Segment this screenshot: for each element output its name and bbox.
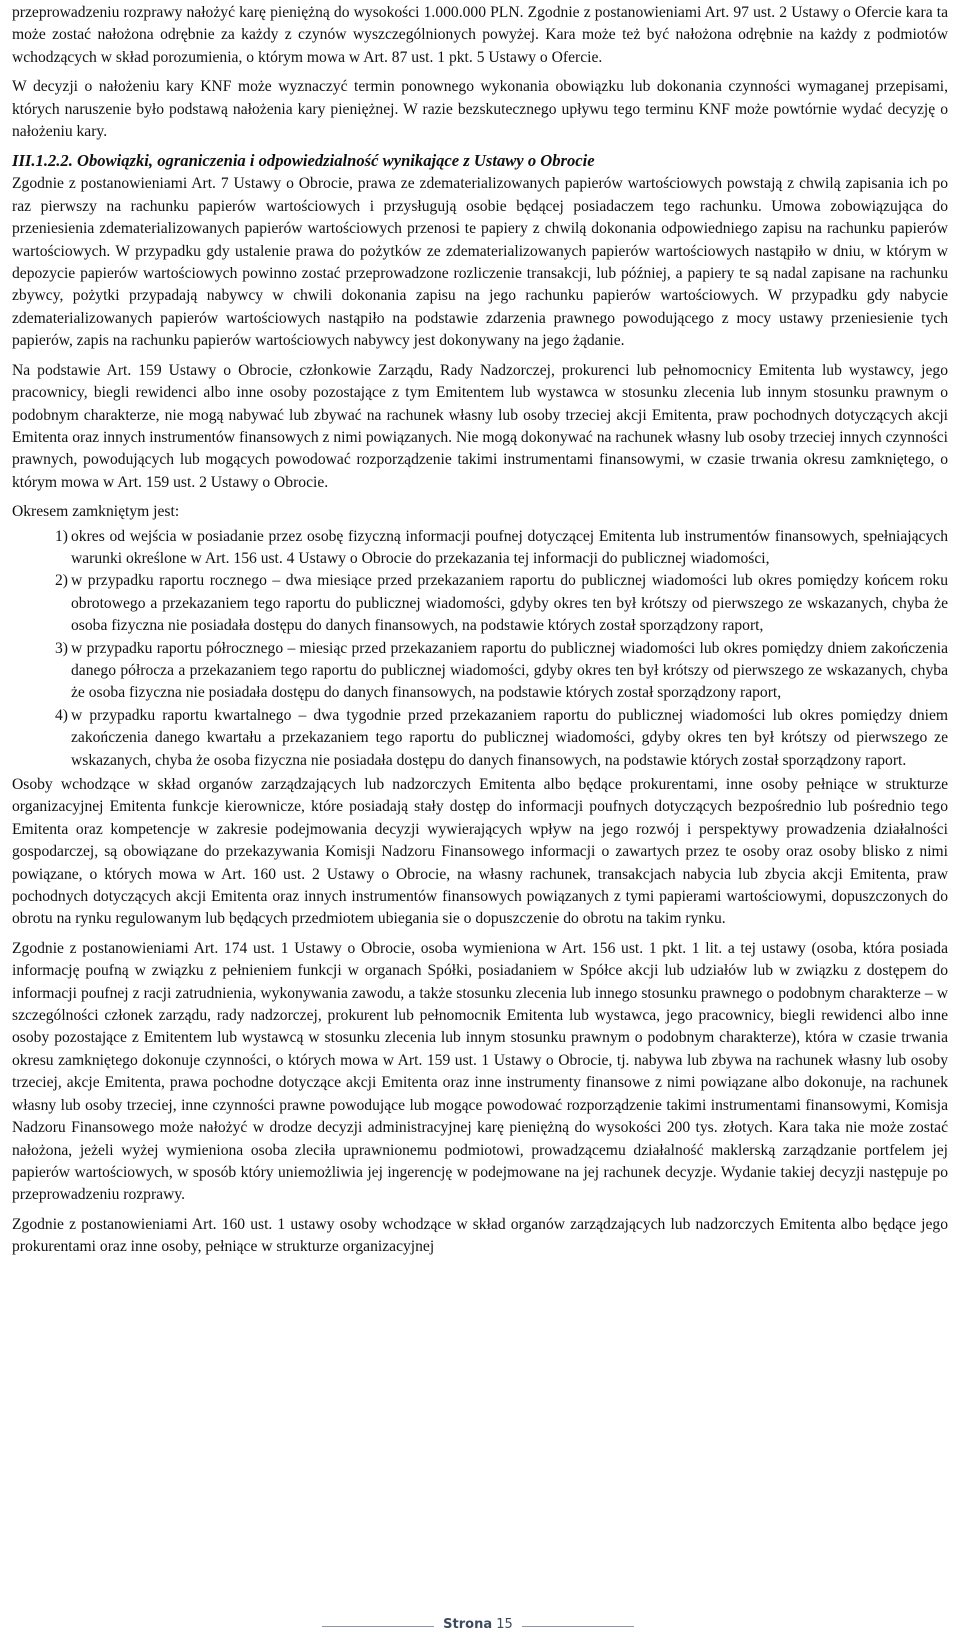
- list-item-text: okres od wejścia w posiadanie przez osobę fizyczną informacji poufnej dotyczącej Emitenta lub instrumentów finansowych, spełniających warunki określone w Art. 156 ust. 4 Ustawy o Obrocie do przekazania tej informacji do publicznej wiadomości,: [71, 527, 948, 567]
- list-item-number: 1): [55, 527, 68, 545]
- paragraph: Zgodnie z postanowieniami Art. 174 ust. 1 Ustawy o Obrocie, osoba wymieniona w Art. 156 ust. 1 pkt. 1 lit. a tej ustawy (osoba, która posiada informację poufną w związku z pełnieniem funkcji w organach Spółki, posiadaniem w Spółce akcji lub udziałów lub w związku z dostępem do informacji poufnej z racji zatrudnienia, wykonywania zawodu, a także stosunku zlecenia lub innego stosunku prawnego o podobnym charakterze – w szczególności członek zarządu, rady nadzorczej, prokurent lub pełnomocnik Emitenta lub wystawca, jego pracownicy, biegli rewidenci albo inne osoby pozostające z Emitentem lub wystawcą w stosunku zlecenia lub innym stosunku prawnym o podobnym charakterze), która w czasie trwania okresu zamkniętego dokonuje czynności, o których mowa w Art. 159 ust. 1 Ustawy o Obrocie, tj. nabywa lub zbywa na rachunek własny lub osoby trzeciej, akcje Emitenta, prawa pochodne dotyczące akcji Emitenta oraz inne instrumenty finansowe z nimi powiązane albo dokonuje, na rachunek własny lub osoby trzeciej, inne czynności prawne powodujące lub mogące powodować rozporządzenie takimi instrumentami finansowymi, Komisja Nadzoru Finansowego może nałożyć w drodze decyzji administracyjnej karę pieniężną do wysokości 200 tys. złotych. Kara taka nie może zostać nałożona, jeżeli wyżej wymieniona osoba zleciła uprawnionemu podmiotowi, prowadzącemu działalność maklerską zarządzanie portfelem jej papierów wartościowych, w sposób który uniemożliwia jej ingerencję w podejmowane na jej rachunek decyzje. Wydanie takiej decyzji następuje po przeprowadzeniu rozprawy.: [12, 939, 948, 1204]
- paragraph: Zgodnie z postanowieniami Art. 160 ust. 1 ustawy osoby wchodzące w skład organów zarządzających lub nadzorczych Emitenta albo będące jego prokurentami oraz inne osoby, pełniące w strukturze organizacyjnej: [12, 1215, 948, 1256]
- list-item-number: 3): [55, 639, 68, 657]
- list-item: [12, 526, 948, 571]
- paragraph: W decyzji o nałożeniu kary KNF może wyznaczyć termin ponownego wykonania obowiązku lub dokonania czynności wymaganej przepisami, których naruszenie było podstawą nałożenia kary pieniężnej. W razie bezskutecznego upływu tego terminu KNF może powtórnie wydać decyzję o nałożeniu kary.: [12, 78, 948, 141]
- list-item-text: w przypadku raportu rocznego – dwa miesiące przed przekazaniem raportu do publicznej wiadomości lub okres pomiędzy końcem roku obrotowego a przekazaniem tego raportu do publicznej wiadomości, gdyby okres ten był krótszy od pierwszego ze wskazanych, chyba że osoba fizyczna nie posiadała dostępu do danych finansowych, na podstawie których został sporządzony raport,: [71, 572, 948, 635]
- list-item-text: w przypadku raportu kwartalnego – dwa tygodnie przed przekazaniem raportu do publicznej wiadomości lub okres pomiędzy dniem zakończenia danego kwartału a przekazaniem tego raportu do publicznej wiadomości, gdyby okres ten był krótszy od pierwszego ze wskazanych, chyba że osoba fizyczna nie posiadała dostępu do danych finansowych, na podstawie których został sporządzony raport.: [71, 706, 948, 769]
- footer-rule-left: [322, 1626, 434, 1627]
- page-label: Strona: [443, 1617, 493, 1632]
- list-item-number: 4): [55, 706, 68, 724]
- paragraph: Osoby wchodzące w skład organów zarządzających lub nadzorczych Emitenta albo będące prokurentami, inne osoby pełniące w strukturze organizacyjnej Emitenta funkcje kierownicze, które posiadają stały dostęp do informacji poufnych dotyczących bezpośrednio lub pośrednio tego Emitenta oraz kompetencje w zakresie podejmowania decyzji wywierających wpływ na jego rozwój i perspektywy prowadzenia działalności gospodarczej, są obowiązane do przekazywania Komisji Nadzoru Finansowego informacji o zawartych przez te osoby oraz osoby blisko z nimi powiązane, o których mowa w Art. 160 ust. 2 Ustawy o Obrocie, na własny rachunek, transakcjach nabycia lub zbycia akcji Emitenta, praw pochodnych dotyczących akcji Emitenta oraz innych instrumentów finansowych powiązanych z tymi papierami wartościowymi, dopuszczonych do obrotu na rynku regulowanym lub będących przedmiotem ubiegania sie o dopuszczenie do obrotu na takim rynku.: [12, 776, 948, 928]
- page-footer: [0, 1615, 960, 1637]
- page-number: [434, 1617, 522, 1632]
- paragraph: przeprowadzeniu rozprawy nałożyć karę pieniężną do wysokości 1.000.000 PLN. Zgodnie z postanowieniami Art. 97 ust. 2 Ustawy o Ofercie kara ta może zostać nałożona odrębnie za każdy z czynów wyszczególnionych powyżej. Kara może też być nałożona odrębnie na każdy z podmiotów wchodzących w skład porozumienia, o którym mowa w Art. 87 ust. 1 pkt. 5 Ustawy o Ofercie.: [12, 4, 948, 66]
- page-number-value: 15: [496, 1617, 513, 1632]
- document-page: [12, 2, 948, 1266]
- paragraph: Na podstawie Art. 159 Ustawy o Obrocie, członkowie Zarządu, Rady Nadzorczej, prokurenci lub pełnomocnicy Emitenta lub wystawcy, jego pracownicy, biegli rewidenci albo inne osoby pozostające z tym Emitentem lub wystawca w stosunku zlecenia lub innym stosunku prawnym o podobnym charakterze, nie mogą nabywać lub zbywać na rachunek własny lub osoby trzeciej akcji Emitenta, praw pochodnych dotyczących akcji Emitenta oraz innych instrumentów finansowych z nimi powiązanych. Nie mogą dokonywać na rachunek własny lub osoby trzeciej innych czynności prawnych, powodujących lub mogących powodować rozporządzenie takimi instrumentami finansowymi, w czasie trwania okresu zamkniętego, o którym mowa w Art. 159 ust. 2 Ustawy o Obrocie.: [12, 361, 948, 491]
- closed-period-list: [12, 526, 948, 772]
- list-item: [12, 705, 948, 772]
- list-item: [12, 638, 948, 705]
- footer-rule-right: [522, 1626, 634, 1627]
- list-item-text: w przypadku raportu półrocznego – miesiąc przed przekazaniem raportu do publicznej wiadomości lub okres pomiędzy dniem zakończenia danego półrocza a przekazaniem tego raportu do publicznej wiadomości, gdyby okres ten był krótszy od pierwszego ze wskazanych, chyba że osoba fizyczna nie posiadała dostępu do danych finansowych, na podstawie których został sporządzony raport,: [71, 639, 948, 702]
- paragraph: Zgodnie z postanowieniami Art. 7 Ustawy o Obrocie, prawa ze zdematerializowanych papierów wartościowych powstają z chwilą zapisania ich po raz pierwszy na rachunku papierów wartościowych i przysługują osobie będącej posiadaczem tego rachunku. Umowa zobowiązująca do przeniesienia zdematerializowanych papierów wartościowych przenosi te papiery z chwilą dokonania odpowiedniego zapisu na rachunku papierów wartościowych. W przypadku gdy ustalenie prawa do pożytków ze zdematerializowanych papierów wartościowych nastąpiło w dniu, w którym w depozycie papierów wartościowych powinno zostać przeprowadzone rozliczenie transakcji, lub później, a papiery te są nadal zapisane na rachunku zbywcy, pożytki przypadają nabywcy w chwili dokonania zapisu na jego rachunku papierów wartościowych. W przypadku gdy nabycie zdematerializowanych papierów wartościowych nastąpiło na podstawie zdarzenia prawnego powodującego z mocy ustawy przeniesienie tych papierów, zapis na rachunku papierów wartościowych nabywcy jest dokonywany na jego żądanie.: [12, 175, 948, 350]
- section-heading: III.1.2.2. Obowiązki, ograniczenia i odpowiedzialność wynikające z Ustawy o Obrocie: [12, 151, 595, 171]
- paragraph: Okresem zamkniętym jest:: [12, 503, 180, 521]
- list-item: [12, 570, 948, 637]
- list-item-number: 2): [55, 572, 68, 590]
